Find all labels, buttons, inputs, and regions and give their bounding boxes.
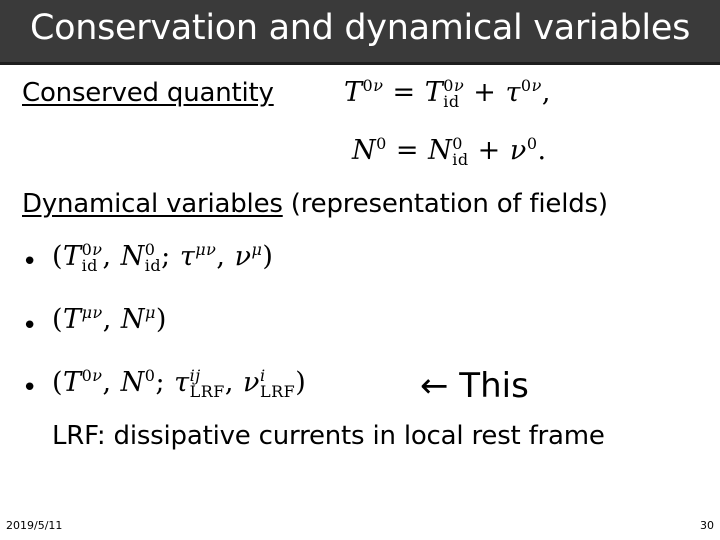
variables-set-1: (T 0ν id , N 0 id ; $\tau^{\mu\nu}$, $\nu^\mu$) xyxy=(52,239,274,275)
this-label: This xyxy=(448,366,529,406)
slide-title: Conservation and dynamical variables xyxy=(29,8,691,48)
bullet-1: • xyxy=(22,247,38,277)
equation-energy-momentum: $T^{0\nu} = T$ 0ν id + $\tau^{0\nu}$, xyxy=(344,75,551,111)
variables-set-2: ($T^{\mu\nu}$, $N^\mu$) xyxy=(52,303,167,335)
this-annotation xyxy=(420,366,529,406)
equation-number-density: $N^0 = N$ 0 id + $\nu^0$. xyxy=(352,133,547,169)
lrf-note: LRF: dissipative currents in local rest frame xyxy=(52,421,605,451)
bullet-2: • xyxy=(22,311,38,341)
variables-set-3: ($T^{0\nu}$, $N^0$; τ ij LRF , ν i LRF ) xyxy=(52,365,307,401)
dynamical-variables-description: (representation of fields) xyxy=(282,189,608,219)
bullet-3: • xyxy=(22,373,38,403)
page-number: 30 xyxy=(700,519,714,532)
conserved-quantity-label: Conserved quantity xyxy=(22,78,274,108)
footer-date: 2019/5/11 xyxy=(6,519,63,532)
dynamical-variables-label: Dynamical variables xyxy=(22,189,283,219)
left-arrow-icon: ← xyxy=(420,366,449,406)
title-bar xyxy=(0,0,720,65)
dynamical-variables-heading xyxy=(22,189,608,219)
